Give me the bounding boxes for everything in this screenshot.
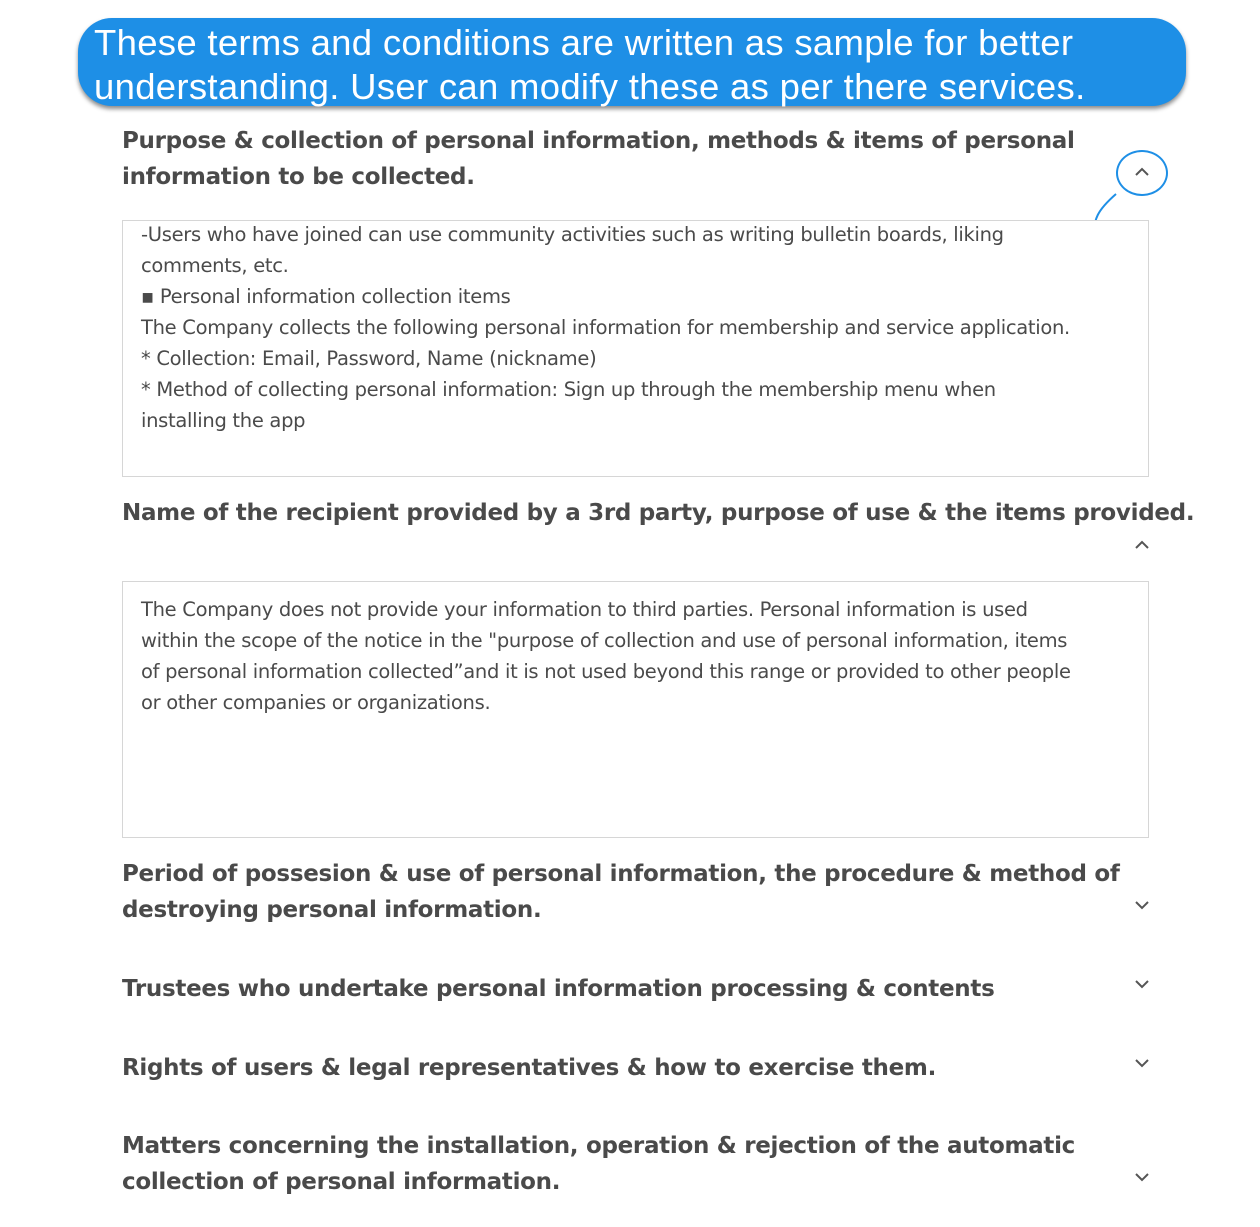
- section-2-title-line-1: Name of the recipient provided by a 3rd party, purpose of use & the items provided.: [122, 500, 1195, 526]
- content-line: ▪ Personal information collection items: [141, 285, 511, 308]
- info-banner: [78, 18, 1186, 106]
- content-line: within the scope of the notice in the "purpose of collection and use of personal information, items: [141, 629, 1068, 652]
- chevron-down-icon[interactable]: [1131, 976, 1153, 992]
- section-2-content: [141, 594, 1138, 718]
- section-5-title-line-1: Rights of users & legal representatives & how to exercise them.: [122, 1055, 937, 1081]
- section-3-title-line-2: destroying personal information.: [122, 897, 542, 923]
- chevron-up-icon[interactable]: [1131, 537, 1153, 553]
- banner-line-1: These terms and conditions are written as sample for better: [94, 22, 1074, 63]
- chevron-down-icon[interactable]: [1131, 1169, 1153, 1185]
- section-3-title[interactable]: [122, 856, 1120, 928]
- section-1-title-line-2: information to be collected.: [122, 164, 475, 190]
- content-line: of personal information collected”and it is not used beyond this range or provided to other people: [141, 660, 1071, 683]
- chevron-down-icon[interactable]: [1131, 897, 1153, 913]
- section-1-title[interactable]: [122, 123, 1075, 195]
- section-1-content-box[interactable]: [122, 220, 1149, 477]
- content-line: * Collection: Email, Password, Name (nickname): [141, 347, 597, 370]
- section-5-title[interactable]: [122, 1050, 936, 1086]
- content-line: installing the app: [141, 409, 306, 432]
- content-line: -Users who have joined can use community activities such as writing bulletin boards, liking: [141, 223, 1004, 246]
- chevron-up-icon[interactable]: [1131, 164, 1153, 180]
- content-line: or other companies or organizations.: [141, 691, 491, 714]
- section-2-content-box[interactable]: [122, 581, 1149, 838]
- section-6-title-line-1: Matters concerning the installation, operation & rejection of the automatic: [122, 1133, 1076, 1159]
- section-4-title[interactable]: [122, 971, 994, 1007]
- section-1-title-line-1: Purpose & collection of personal information, methods & items of personal: [122, 128, 1075, 154]
- section-1-content: [141, 219, 1138, 436]
- banner-line-2: understanding. User can modify these as per there services.: [94, 66, 1086, 107]
- content-line: comments, etc.: [141, 254, 289, 277]
- content-line: * Method of collecting personal information: Sign up through the membership menu when: [141, 378, 996, 401]
- section-2-title[interactable]: [122, 495, 1194, 531]
- content-line: The Company does not provide your information to third parties. Personal information is used: [141, 598, 1028, 621]
- content-line: The Company collects the following personal information for membership and service application.: [141, 316, 1070, 339]
- section-6-title-line-2: collection of personal information.: [122, 1169, 561, 1195]
- section-6-title[interactable]: [122, 1128, 1075, 1200]
- section-4-title-line-1: Trustees who undertake personal information processing & contents: [122, 976, 995, 1002]
- chevron-down-icon[interactable]: [1131, 1055, 1153, 1071]
- section-3-title-line-1: Period of possesion & use of personal information, the procedure & method of: [122, 861, 1120, 887]
